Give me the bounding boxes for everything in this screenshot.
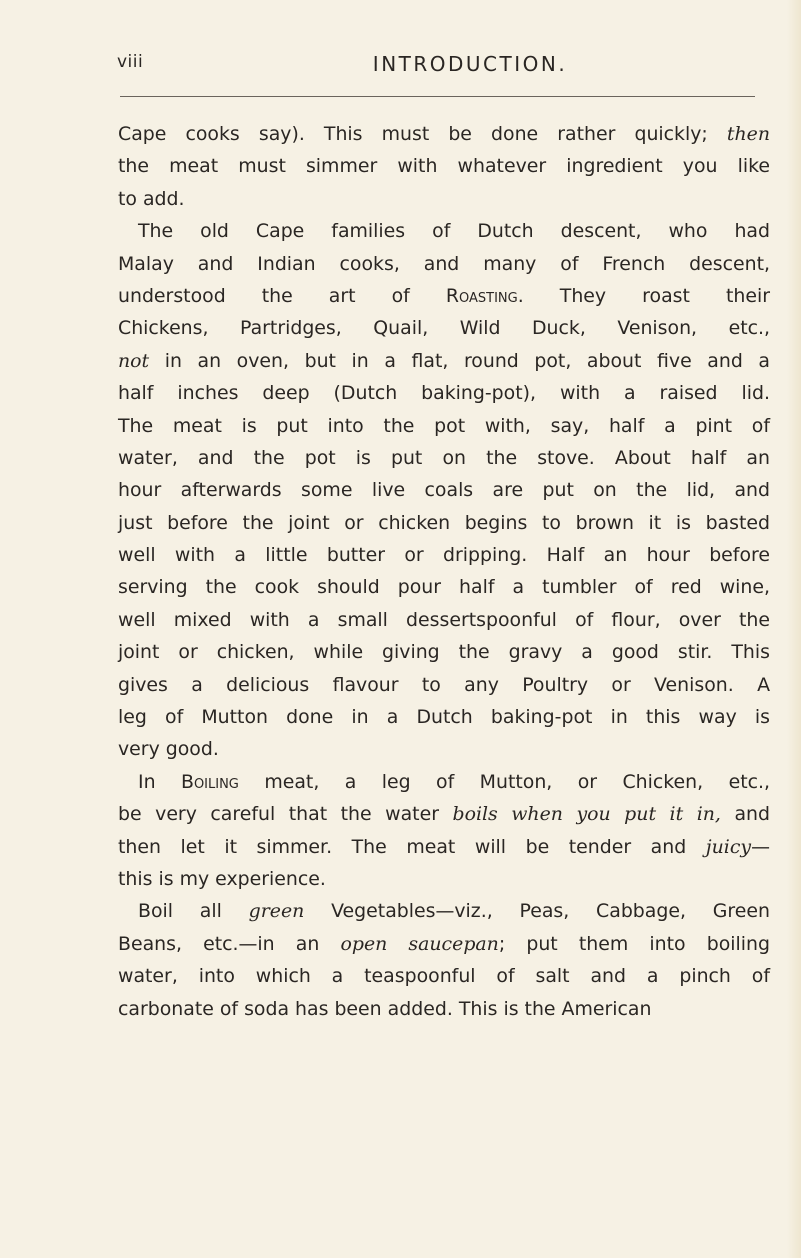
text-segment: very good. — [118, 738, 219, 761]
text-segment: understood the art of — [118, 284, 446, 307]
text-segment: Malay and Indian cooks, and many of French descent, — [118, 252, 770, 275]
text-segment: The meat is put into the pot with, say, half a pint of — [118, 414, 770, 437]
text-line — [118, 183, 770, 215]
text-segment: meat, a leg of Mutton, or Chicken, etc., — [238, 770, 770, 793]
text-line — [118, 474, 770, 506]
text-segment: the meat must simmer with whatever ingredient you like — [118, 155, 770, 178]
header-rule — [120, 96, 755, 97]
text-segment: water, and the pot is put on the stove. About half an — [118, 446, 770, 469]
text-segment: well with a little butter or dripping. Half an hour before — [118, 544, 770, 567]
text-segment: Cape cooks say). This must be done rather quickly; — [118, 123, 727, 145]
text-line — [118, 410, 770, 442]
text-line — [118, 863, 770, 895]
italic-text: not — [118, 349, 150, 372]
text-segment: Boil all — [138, 900, 249, 923]
running-head: INTRODUCTION. — [372, 52, 568, 76]
text-segment: carbonate of soda has been added. This is the American — [118, 997, 652, 1020]
page-edge-shadow — [787, 0, 801, 1258]
text-segment: . They roast their — [517, 284, 770, 307]
body-text — [118, 118, 770, 1025]
text-segment: Beans, etc.—in an — [118, 932, 341, 955]
text-segment: and — [720, 803, 770, 826]
text-segment: Vegetables—viz., Peas, Cabbage, Green — [304, 900, 770, 923]
text-segment: The old Cape families of Dutch descent, who had — [138, 220, 770, 243]
text-line — [118, 701, 770, 733]
text-line — [118, 636, 770, 668]
text-segment: serving the cook should pour half a tumbler of red wine, — [118, 576, 770, 599]
small-caps-text: Boiling — [180, 770, 239, 793]
small-caps-text: Roasting — [445, 284, 518, 307]
page-header — [118, 52, 758, 84]
text-segment: hour afterwards some live coals are put on the lid, and — [118, 479, 770, 502]
italic-text: then — [726, 123, 770, 145]
text-line — [118, 960, 770, 992]
text-line — [118, 766, 770, 798]
text-segment: In — [138, 770, 181, 793]
text-segment: just before the joint or chicken begins to brown it is basted — [118, 511, 770, 534]
text-segment: half inches deep (Dutch baking-pot), with a raised lid. — [118, 382, 770, 405]
text-line — [118, 831, 770, 863]
text-segment: ; put them into boiling — [498, 932, 770, 955]
italic-text: open saucepan — [340, 932, 499, 955]
text-line — [118, 215, 770, 247]
text-line — [118, 669, 770, 701]
text-segment: water, into which a teaspoonful of salt and a pinch of — [118, 965, 770, 988]
text-line — [118, 539, 770, 571]
italic-text: juicy — [705, 835, 752, 858]
text-segment: — — [751, 835, 770, 858]
text-segment: well mixed with a small dessertspoonful of flour, over the — [118, 608, 770, 631]
text-line — [118, 733, 770, 765]
text-segment: joint or chicken, while giving the gravy a good stir. This — [118, 641, 770, 664]
text-segment: be very careful that the water — [118, 803, 453, 826]
text-segment: leg of Mutton done in a Dutch baking-pot in this way is — [118, 706, 770, 729]
text-line — [118, 604, 770, 636]
text-line — [118, 571, 770, 603]
text-line — [118, 377, 770, 409]
italic-text: boils when you put it in, — [452, 803, 721, 826]
text-line — [118, 345, 770, 377]
italic-text: green — [248, 900, 305, 923]
text-line — [118, 442, 770, 474]
text-line — [118, 150, 770, 182]
text-line — [118, 507, 770, 539]
text-line — [118, 993, 770, 1025]
text-line — [118, 312, 770, 344]
text-line — [118, 248, 770, 280]
text-line — [118, 280, 770, 312]
text-line — [118, 895, 770, 927]
page-number: viii — [117, 52, 144, 72]
text-segment: in an oven, but in a flat, round pot, about five and a — [149, 349, 770, 372]
text-segment: Chickens, Partridges, Quail, Wild Duck, Venison, etc., — [118, 317, 770, 340]
text-segment: then let it simmer. The meat will be tender and — [118, 835, 706, 858]
text-line — [118, 118, 770, 150]
text-segment: to add. — [118, 187, 185, 210]
text-segment: this is my experience. — [118, 867, 326, 890]
text-line — [118, 798, 770, 830]
text-line — [118, 928, 770, 960]
text-segment: gives a delicious flavour to any Poultry or Venison. A — [118, 673, 770, 696]
